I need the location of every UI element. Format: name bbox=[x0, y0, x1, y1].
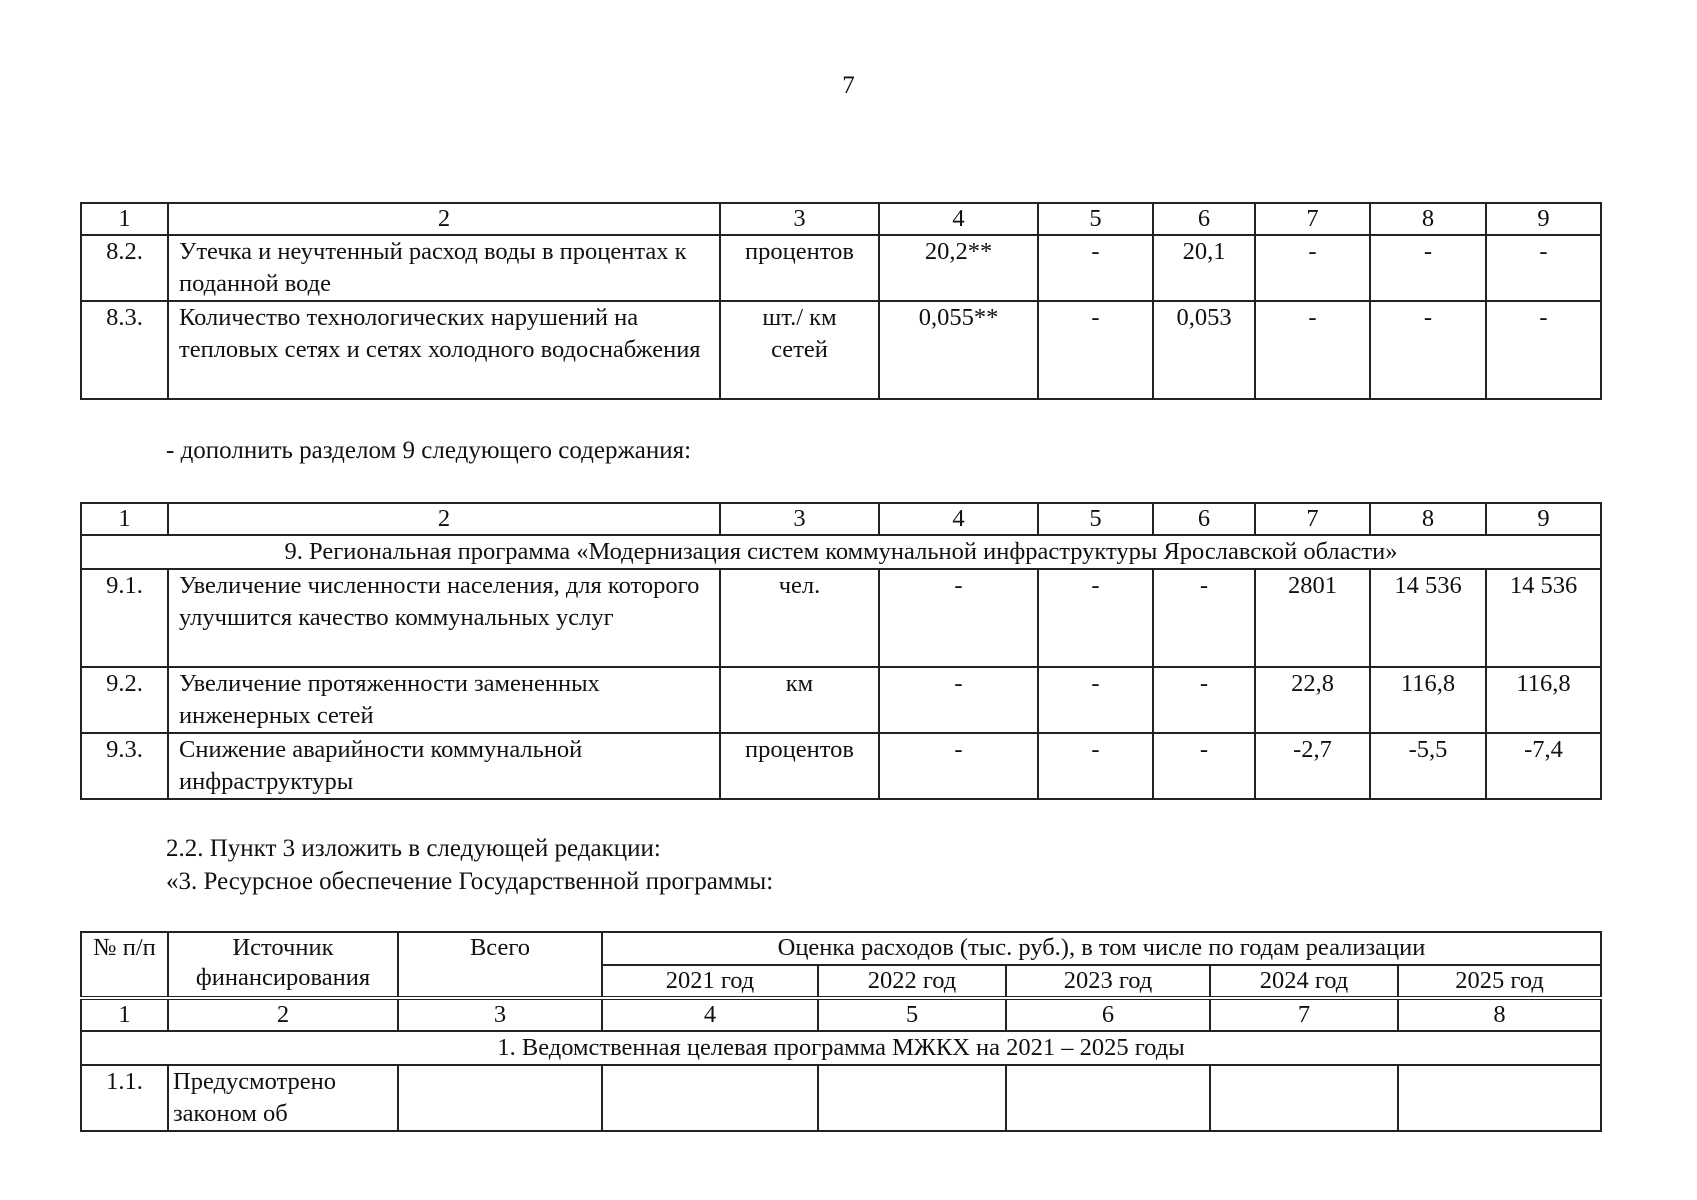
table-row bbox=[81, 301, 1601, 399]
numbering-cell: 8 bbox=[1398, 998, 1601, 1031]
header-cell-total: Всего bbox=[398, 932, 602, 998]
value-cell: - bbox=[1153, 569, 1255, 667]
numbering-cell: 6 bbox=[1006, 998, 1210, 1031]
value-cell: 20,2** bbox=[879, 235, 1038, 301]
row-number: 1.1. bbox=[81, 1065, 168, 1131]
value-cell: - bbox=[1255, 301, 1370, 399]
header-cell-year: 2021 год bbox=[602, 965, 818, 998]
value-cell: 116,8 bbox=[1370, 667, 1486, 733]
numbering-cell: 3 bbox=[398, 998, 602, 1031]
value-cell: - bbox=[1038, 667, 1153, 733]
header-cell: 8 bbox=[1370, 503, 1486, 535]
empty-cell bbox=[1006, 1065, 1210, 1131]
header-cell: 7 bbox=[1255, 503, 1370, 535]
value-cell: - bbox=[1370, 235, 1486, 301]
table-header-row bbox=[81, 932, 1601, 965]
instruction-paragraph: - дополнить разделом 9 следующего содержания: bbox=[166, 437, 692, 464]
value-cell: - bbox=[1153, 733, 1255, 799]
value-cell: - bbox=[1153, 667, 1255, 733]
value-cell: 20,1 bbox=[1153, 235, 1255, 301]
row-number: 9.3. bbox=[81, 733, 168, 799]
header-cell-year: 2025 год bbox=[1398, 965, 1601, 998]
indicators-table-continued bbox=[80, 202, 1602, 400]
header-cell: 9 bbox=[1486, 503, 1601, 535]
header-cell-number: № п/п bbox=[81, 932, 168, 998]
value-cell: 0,053 bbox=[1153, 301, 1255, 399]
page-number: 7 bbox=[842, 72, 855, 99]
value-cell: 14 536 bbox=[1486, 569, 1601, 667]
value-cell: - bbox=[1486, 301, 1601, 399]
section-title: 1. Ведомственная целевая программа МЖКХ на 2021 – 2025 годы bbox=[81, 1031, 1601, 1065]
header-cell: 3 bbox=[720, 203, 879, 235]
value-cell: - bbox=[879, 569, 1038, 667]
unit-cell: процентов bbox=[720, 235, 879, 301]
header-cell: 1 bbox=[81, 203, 168, 235]
indicator-name: Увеличение численности населения, для которого улучшится качество коммунальных услуг bbox=[168, 569, 720, 667]
numbering-cell: 4 bbox=[602, 998, 818, 1031]
header-cell: 5 bbox=[1038, 203, 1153, 235]
header-cell: 2 bbox=[168, 503, 720, 535]
source-name: Предусмотрено законом об bbox=[168, 1065, 398, 1131]
row-number: 8.2. bbox=[81, 235, 168, 301]
value-cell: - bbox=[879, 667, 1038, 733]
header-cell: 4 bbox=[879, 503, 1038, 535]
header-cell: 6 bbox=[1153, 503, 1255, 535]
row-number: 8.3. bbox=[81, 301, 168, 399]
header-cell: 8 bbox=[1370, 203, 1486, 235]
value-cell: - bbox=[1486, 235, 1601, 301]
row-number: 9.2. bbox=[81, 667, 168, 733]
header-cell: 6 bbox=[1153, 203, 1255, 235]
header-cell: 4 bbox=[879, 203, 1038, 235]
table-header-row bbox=[81, 203, 1601, 235]
header-cell-year: 2023 год bbox=[1006, 965, 1210, 998]
value-cell: 0,055** bbox=[879, 301, 1038, 399]
empty-cell bbox=[1398, 1065, 1601, 1131]
unit-cell: км bbox=[720, 667, 879, 733]
unit-cell: шт./ км сетей bbox=[720, 301, 879, 399]
indicator-name: Утечка и неучтенный расход воды в процентах к поданной воде bbox=[168, 235, 720, 301]
numbering-cell: 1 bbox=[81, 998, 168, 1031]
indicator-name: Снижение аварийности коммунальной инфраструктуры bbox=[168, 733, 720, 799]
section-title-row bbox=[81, 1031, 1601, 1065]
value-cell: - bbox=[1370, 301, 1486, 399]
section-title: 9. Региональная программа «Модернизация систем коммунальной инфраструктуры Ярославской области» bbox=[81, 535, 1601, 569]
value-cell: 116,8 bbox=[1486, 667, 1601, 733]
indicator-name: Увеличение протяженности замененных инженерных сетей bbox=[168, 667, 720, 733]
table-row bbox=[81, 235, 1601, 301]
header-cell-estimate: Оценка расходов (тыс. руб.), в том числе по годам реализации bbox=[602, 932, 1601, 965]
regional-program-table bbox=[80, 502, 1602, 800]
value-cell: - bbox=[1038, 733, 1153, 799]
table-row bbox=[81, 569, 1601, 667]
value-cell: 14 536 bbox=[1370, 569, 1486, 667]
section-heading-paragraph: «3. Ресурсное обеспечение Государственной программы: bbox=[166, 868, 774, 895]
value-cell: -7,4 bbox=[1486, 733, 1601, 799]
header-cell: 5 bbox=[1038, 503, 1153, 535]
unit-cell: процентов bbox=[720, 733, 879, 799]
table-row bbox=[81, 733, 1601, 799]
header-cell-year: 2024 год bbox=[1210, 965, 1398, 998]
value-cell: -2,7 bbox=[1255, 733, 1370, 799]
section-title-row bbox=[81, 535, 1601, 569]
table-header-row bbox=[81, 503, 1601, 535]
numbering-cell: 5 bbox=[818, 998, 1006, 1031]
header-cell-source: Источник финансирования bbox=[168, 932, 398, 998]
empty-cell bbox=[818, 1065, 1006, 1131]
resource-provision-table bbox=[80, 931, 1602, 1132]
header-cell: 3 bbox=[720, 503, 879, 535]
numbering-cell: 2 bbox=[168, 998, 398, 1031]
value-cell: - bbox=[1038, 301, 1153, 399]
value-cell: -5,5 bbox=[1370, 733, 1486, 799]
value-cell: - bbox=[1038, 569, 1153, 667]
value-cell: - bbox=[1255, 235, 1370, 301]
numbering-cell: 7 bbox=[1210, 998, 1398, 1031]
unit-cell: чел. bbox=[720, 569, 879, 667]
header-cell: 7 bbox=[1255, 203, 1370, 235]
value-cell: - bbox=[879, 733, 1038, 799]
value-cell: - bbox=[1038, 235, 1153, 301]
amendment-paragraph: 2.2. Пункт 3 изложить в следующей редакции: bbox=[166, 835, 661, 862]
table-numbering-row bbox=[81, 998, 1601, 1031]
value-cell: 22,8 bbox=[1255, 667, 1370, 733]
header-cell: 1 bbox=[81, 503, 168, 535]
indicator-name: Количество технологических нарушений на тепловых сетях и сетях холодного водоснабжения bbox=[168, 301, 720, 399]
value-cell: 2801 bbox=[1255, 569, 1370, 667]
header-cell-year: 2022 год bbox=[818, 965, 1006, 998]
header-cell: 9 bbox=[1486, 203, 1601, 235]
header-cell: 2 bbox=[168, 203, 720, 235]
empty-cell bbox=[398, 1065, 602, 1131]
row-number: 9.1. bbox=[81, 569, 168, 667]
empty-cell bbox=[602, 1065, 818, 1131]
table-row bbox=[81, 1065, 1601, 1131]
table-row bbox=[81, 667, 1601, 733]
empty-cell bbox=[1210, 1065, 1398, 1131]
